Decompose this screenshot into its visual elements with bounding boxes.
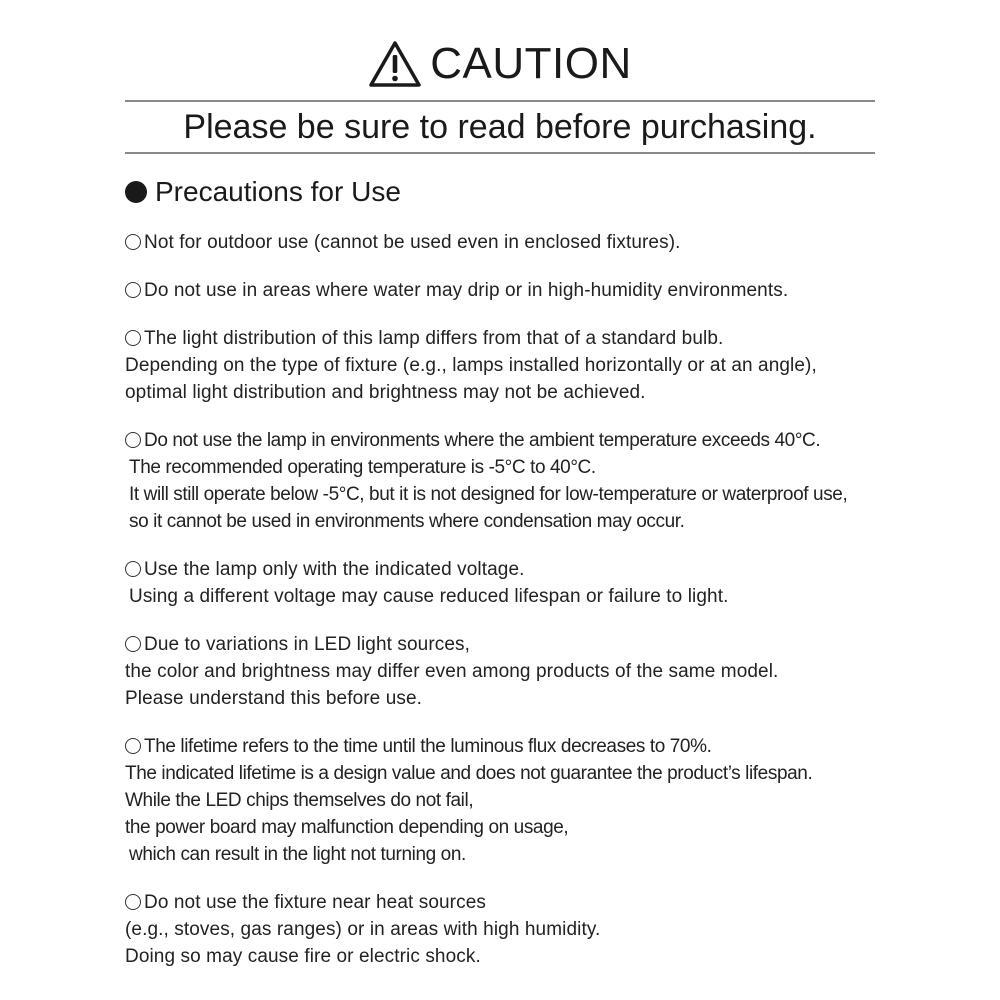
- precautions-list: [125, 229, 925, 991]
- open-circle-bullet-icon: [125, 432, 141, 448]
- precaution-line: While the LED chips themselves do not fail,: [125, 790, 474, 811]
- precaution-item: [125, 733, 925, 868]
- section-heading: [125, 172, 401, 212]
- precaution-line: Please understand this before use.: [125, 688, 423, 709]
- page-subtitle: Please be sure to read before purchasing.: [183, 108, 817, 146]
- warning-triangle-icon: [368, 40, 422, 88]
- precaution-line: The lifetime refers to the time until the luminous flux decreases to 70%.: [144, 736, 712, 757]
- precaution-line: The indicated lifetime is a design value and does not guarantee the product’s lifespan.: [125, 763, 813, 784]
- open-circle-bullet-icon: [125, 636, 141, 652]
- open-circle-bullet-icon: [125, 894, 141, 910]
- open-circle-bullet-icon: [125, 234, 141, 250]
- precaution-line: the color and brightness may differ even among products of the same model.: [125, 661, 779, 682]
- precaution-line: Do not use the lamp in environments where the ambient temperature exceeds 40°C.: [144, 430, 821, 451]
- open-circle-bullet-icon: [125, 738, 141, 754]
- precaution-item: [125, 325, 925, 406]
- precaution-line: which can result in the light not turning on.: [129, 844, 466, 865]
- precaution-line: optimal light distribution and brightness may not be achieved.: [125, 382, 646, 403]
- precaution-line: The light distribution of this lamp differs from that of a standard bulb.: [144, 328, 724, 349]
- open-circle-bullet-icon: [125, 282, 141, 298]
- precaution-line: Using a different voltage may cause reduced lifespan or failure to light.: [129, 586, 729, 607]
- open-circle-bullet-icon: [125, 330, 141, 346]
- precaution-item: [125, 556, 925, 610]
- caution-header: [0, 34, 1000, 94]
- bottom-divider: [125, 152, 875, 154]
- precaution-line: It will still operate below -5°C, but it is not designed for low-temperature or waterproof use,: [129, 484, 848, 505]
- precaution-line: the power board may malfunction depending on usage,: [125, 817, 569, 838]
- precaution-item: [125, 277, 925, 304]
- precaution-line: Do not use in areas where water may drip or in high-humidity environments.: [144, 280, 789, 301]
- open-circle-bullet-icon: [125, 561, 141, 577]
- precaution-item: [125, 631, 925, 712]
- top-divider: [125, 100, 875, 102]
- precaution-item: [125, 427, 925, 535]
- precaution-line: Depending on the type of fixture (e.g., lamps installed horizontally or at an angle),: [125, 355, 817, 376]
- precaution-line: so it cannot be used in environments where condensation may occur.: [129, 511, 685, 532]
- precaution-line: Not for outdoor use (cannot be used even in enclosed fixtures).: [144, 232, 681, 253]
- precaution-line: Use the lamp only with the indicated voltage.: [144, 559, 525, 580]
- filled-circle-bullet-icon: [125, 181, 147, 203]
- precaution-line: (e.g., stoves, gas ranges) or in areas with high humidity.: [125, 919, 601, 940]
- section-heading-label: Precautions for Use: [155, 176, 401, 207]
- precaution-line: Do not use the fixture near heat sources: [144, 892, 486, 913]
- precaution-item: [125, 889, 925, 970]
- precaution-line: The recommended operating temperature is -5°C to 40°C.: [129, 457, 596, 478]
- precaution-line: Doing so may cause fire or electric shock.: [125, 946, 481, 967]
- page-title: CAUTION: [430, 39, 632, 88]
- precaution-item: [125, 229, 925, 256]
- precaution-line: Due to variations in LED light sources,: [144, 634, 470, 655]
